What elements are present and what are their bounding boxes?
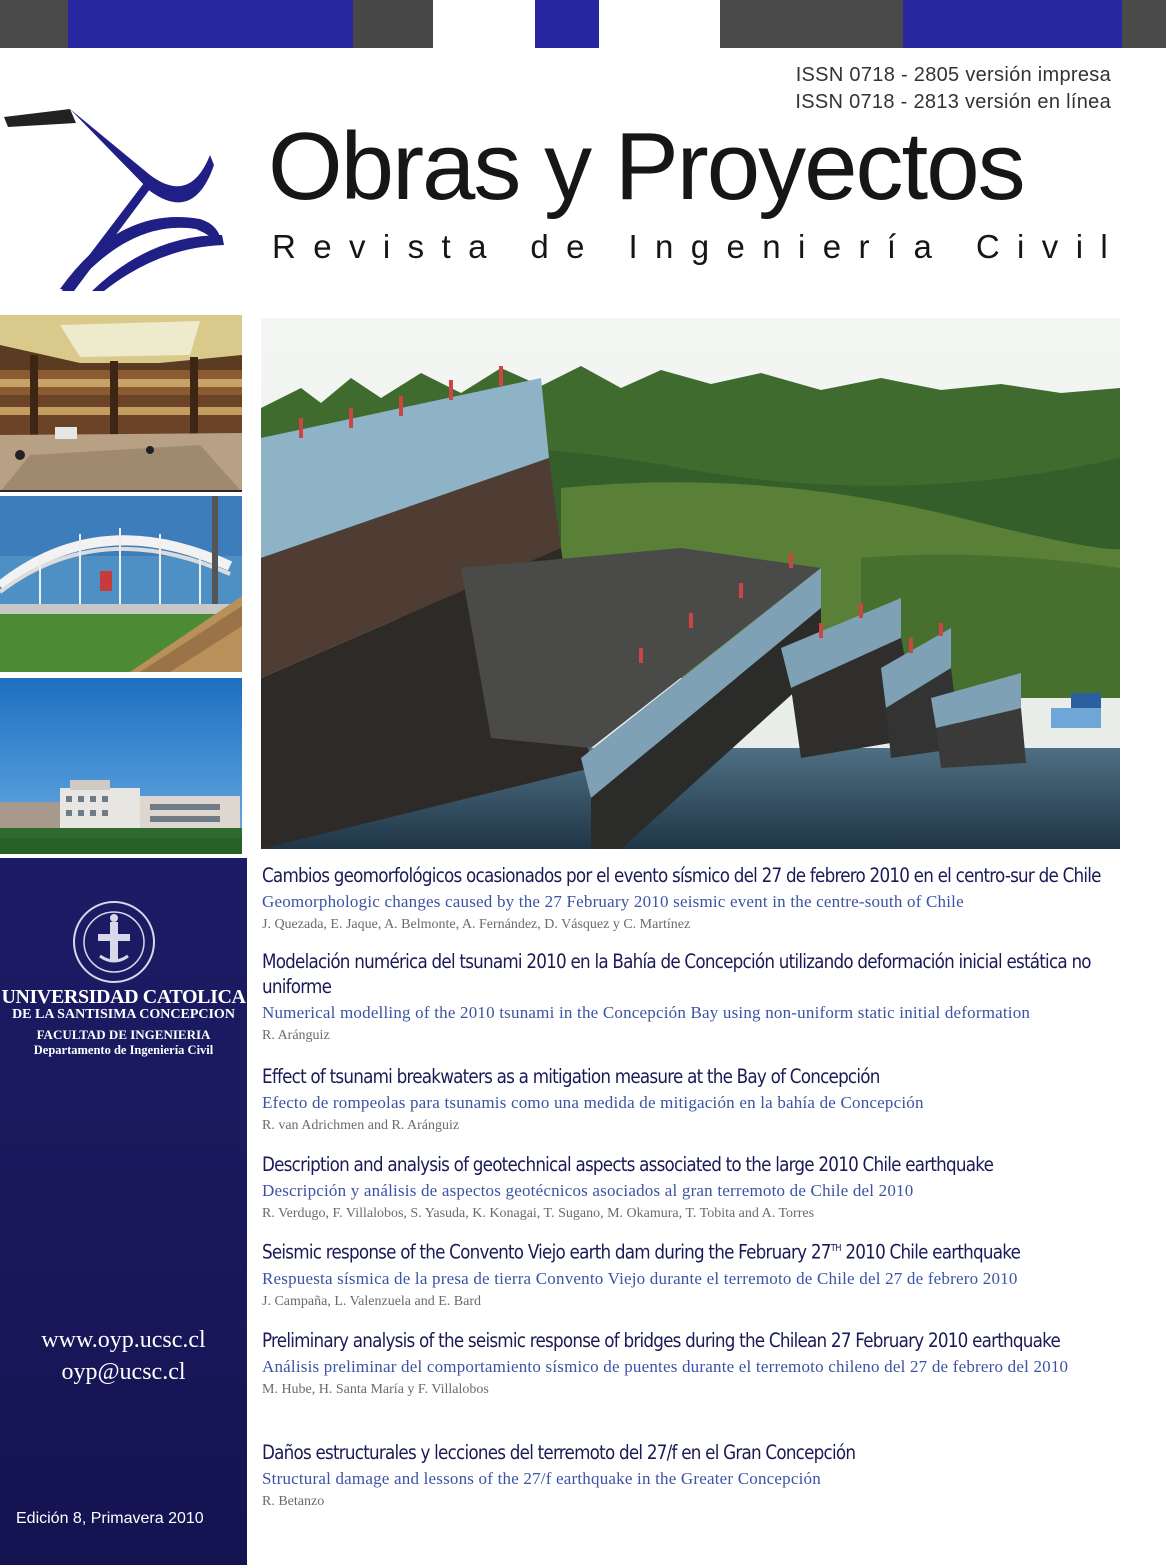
article-item[interactable] bbox=[262, 1152, 1122, 1224]
article-authors: J. Campaña, L. Valenzuela and E. Bard bbox=[262, 1293, 482, 1309]
article-translation: Numerical modelling of the 2010 tsunami in the Concepción Bay using non-uniform static initial deformation bbox=[262, 1003, 1031, 1022]
university-name: UNIVERSIDAD CATOLICA bbox=[1, 986, 246, 1008]
article-title bbox=[262, 1236, 1120, 1265]
article-title-superscript: TH bbox=[830, 1243, 841, 1254]
edition-label: Edición 8, Primavera 2010 bbox=[16, 1510, 204, 1527]
article-translation: Structural damage and lessons of the 27/f earthquake in the Greater Concepción bbox=[262, 1469, 821, 1488]
issn-print: ISSN 0718 - 2805 versión impresa bbox=[795, 64, 1111, 86]
strip-block-grey bbox=[0, 0, 68, 48]
university-seal-icon bbox=[72, 900, 156, 984]
article-authors: M. Hube, H. Santa María y F. Villalobos bbox=[262, 1382, 489, 1397]
faculty-name: FACULTAD DE INGENIERIA bbox=[36, 1027, 211, 1042]
email-link[interactable]: oyp@ucsc.cl bbox=[61, 1359, 186, 1385]
article-translation: Geomorphologic changes caused by the 27 February 2010 seismic event in the centre-south of Chile bbox=[262, 892, 964, 911]
article-item[interactable] bbox=[262, 863, 1122, 935]
article-item[interactable] bbox=[262, 1236, 1122, 1312]
strip-block-grey bbox=[720, 0, 903, 48]
article-translation: Respuesta sísmica de la presa de tierra Convento Viejo durante el terremoto de Chile del 27 de febrero 2010 bbox=[262, 1268, 1018, 1288]
cover-photo-collapsed-bridge bbox=[261, 318, 1120, 849]
article-authors: R. Verdugo, F. Villalobos, S. Yasuda, K. Konagai, T. Sugano, M. Okamura, T. Tobita and A. Torres bbox=[262, 1206, 815, 1221]
department-name: Departamento de Ingeniería Civil bbox=[33, 1043, 214, 1057]
article-title: Modelación numérica del tsunami 2010 en la Bahía de Concepción utilizando deformación inicial estática no uniforme bbox=[262, 950, 1091, 998]
photo-campus-building bbox=[0, 678, 242, 854]
photo-footbridge bbox=[0, 496, 242, 672]
journal-logo-icon bbox=[0, 95, 240, 295]
top-color-strip bbox=[0, 0, 1166, 48]
article-item[interactable] bbox=[262, 949, 1122, 1046]
article-item[interactable] bbox=[262, 1440, 1122, 1512]
article-item[interactable] bbox=[262, 1328, 1122, 1400]
strip-block-grey bbox=[1122, 0, 1166, 48]
strip-block-grey bbox=[353, 0, 433, 48]
article-title: Cambios geomorfológicos ocasionados por el evento sísmico del 27 de febrero 2010 en el centro-sur de Chile bbox=[262, 864, 1101, 887]
article-title-text: Seismic response of the Convento Viejo earth dam during the February 27 bbox=[262, 1240, 831, 1264]
strip-block-blue bbox=[535, 0, 599, 48]
article-translation: Efecto de rompeolas para tsunamis como una medida de mitigación en la bahía de Concepción bbox=[262, 1093, 924, 1112]
article-item[interactable] bbox=[262, 1064, 1122, 1136]
article-title: Preliminary analysis of the seismic response of bridges during the Chilean 27 February 2010 earthquake bbox=[262, 1329, 1061, 1352]
article-authors: R. Aránguiz bbox=[262, 1028, 330, 1043]
website-link[interactable]: www.oyp.ucsc.cl bbox=[41, 1327, 206, 1353]
article-title: Effect of tsunami breakwaters as a mitigation measure at the Bay of Concepción bbox=[262, 1065, 880, 1088]
university-subname: DE LA SANTISIMA CONCEPCION bbox=[12, 1007, 235, 1022]
issn-online: ISSN 0718 - 2813 versión en línea bbox=[795, 91, 1111, 113]
sidebar-panel bbox=[0, 858, 247, 1565]
article-translation: Descripción y análisis de aspectos geotécnicos asociados al gran terremoto de Chile del 2010 bbox=[262, 1181, 914, 1200]
article-title-text: 2010 Chile earthquake bbox=[840, 1240, 1021, 1264]
article-translation: Análisis preliminar del comportamiento sísmico de puentes durante el terremoto chileno del 27 de febrero del 2010 bbox=[262, 1357, 1069, 1376]
issn-block bbox=[795, 62, 1111, 116]
strip-block-blue bbox=[903, 0, 1122, 48]
article-authors: R. Betanzo bbox=[262, 1494, 325, 1509]
photo-atrium bbox=[0, 315, 242, 492]
article-title: Description and analysis of geotechnical aspects associated to the large 2010 Chile earthquake bbox=[262, 1153, 994, 1176]
strip-block-blue bbox=[68, 0, 353, 48]
article-authors: R. van Adrichmen and R. Aránguiz bbox=[262, 1118, 460, 1133]
article-title: Daños estructurales y lecciones del terremoto del 27/f en el Gran Concepción bbox=[262, 1441, 856, 1464]
journal-title: Obras y Proyectos bbox=[268, 113, 1024, 220]
article-authors: J. Quezada, E. Jaque, A. Belmonte, A. Fernández, D. Vásquez y C. Martínez bbox=[262, 917, 691, 932]
journal-subtitle: Revista de Ingeniería Civil bbox=[272, 228, 1126, 265]
